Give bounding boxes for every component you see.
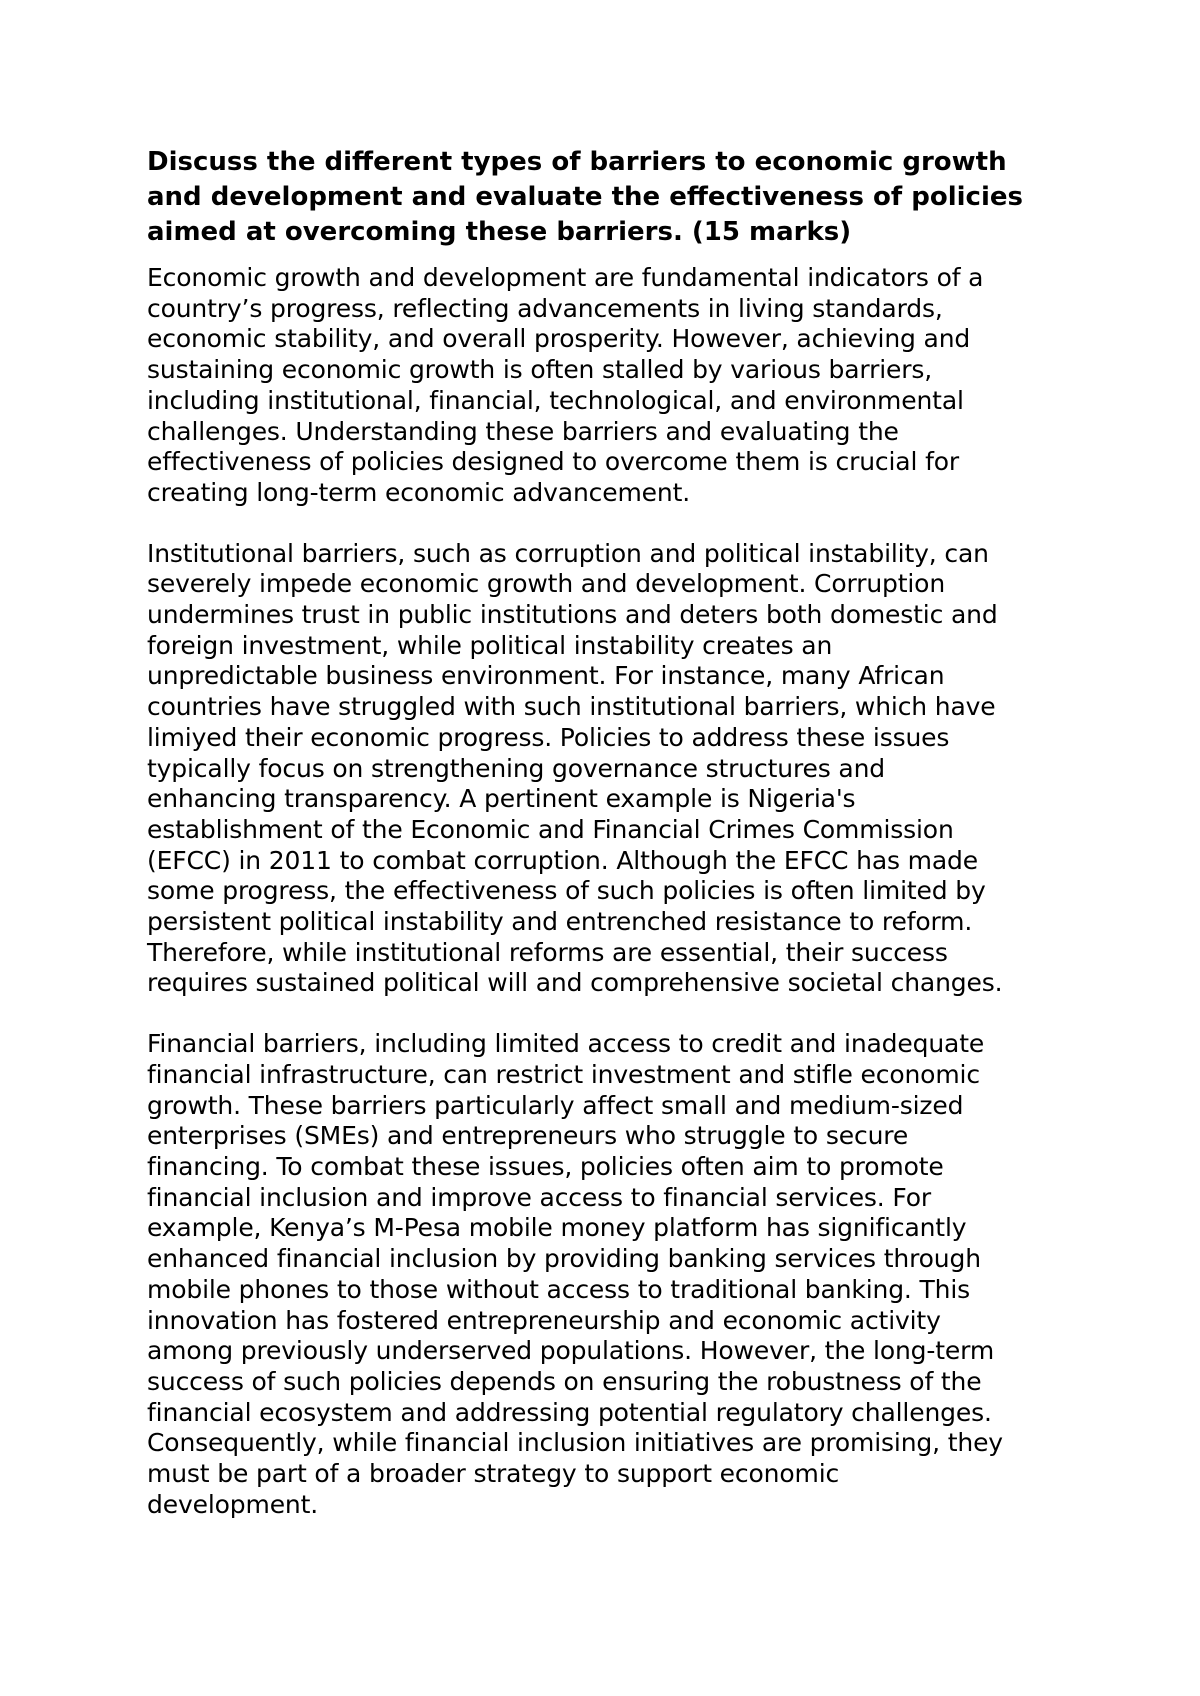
text-line: foreign investment, while political instability creates an bbox=[147, 630, 833, 660]
title-line: and development and evaluate the effectiveness of policies bbox=[147, 182, 1023, 212]
text-line: enterprises (SMEs) and entrepreneurs who struggle to secure bbox=[147, 1121, 909, 1151]
text-line: effectiveness of policies designed to overcome them is crucial for bbox=[147, 447, 959, 477]
text-line: typically focus on strengthening governance structures and bbox=[147, 753, 886, 783]
document-page bbox=[147, 145, 1077, 1550]
text-line: Economic growth and development are fundamental indicators of a bbox=[147, 263, 984, 292]
text-line: success of such policies depends on ensuring the robustness of the bbox=[147, 1366, 982, 1396]
paragraph-institutional-barriers bbox=[147, 539, 1077, 1000]
text-line: persistent political instability and entrenched resistance to reform. bbox=[147, 907, 973, 937]
text-line: economic stability, and overall prosperity. However, achieving and bbox=[147, 324, 971, 354]
paragraph-introduction bbox=[147, 263, 1077, 509]
text-line: financial ecosystem and addressing potential regulatory challenges. bbox=[147, 1397, 992, 1427]
text-line: mobile phones to those without access to traditional banking. This bbox=[147, 1274, 971, 1304]
text-line: financial infrastructure, can restrict investment and stifle economic bbox=[147, 1059, 980, 1089]
text-line: establishment of the Economic and Financial Crimes Commission bbox=[147, 814, 954, 844]
title-line: aimed at overcoming these barriers. (15 marks) bbox=[147, 217, 852, 247]
text-line: countries have struggled with such institutional barriers, which have bbox=[147, 692, 996, 722]
text-line: enhancing transparency. A pertinent example is Nigeria's bbox=[147, 784, 856, 814]
text-line: severely impede economic growth and development. Corruption bbox=[147, 569, 946, 599]
text-line: Therefore, while institutional reforms are essential, their success bbox=[147, 937, 948, 967]
text-line: Consequently, while financial inclusion initiatives are promising, they bbox=[147, 1428, 1003, 1458]
text-line: growth. These barriers particularly affect small and medium-sized bbox=[147, 1090, 964, 1120]
text-line: Financial barriers, including limited access to credit and inadequate bbox=[147, 1029, 985, 1059]
text-line: including institutional, financial, technological, and environmental bbox=[147, 385, 964, 415]
title-line: Discuss the different types of barriers to economic growth bbox=[147, 147, 1007, 177]
text-line: among previously underserved populations. However, the long-term bbox=[147, 1336, 995, 1366]
paragraph-financial-barriers bbox=[147, 1029, 1077, 1520]
text-line: creating long-term economic advancement. bbox=[147, 477, 691, 507]
text-line: challenges. Understanding these barriers and evaluating the bbox=[147, 416, 899, 446]
text-line: (EFCC) in 2011 to combat corruption. Although the EFCC has made bbox=[147, 845, 978, 875]
text-line: unpredictable business environment. For instance, many African bbox=[147, 661, 945, 691]
text-line: innovation has fostered entrepreneurship and economic activity bbox=[147, 1305, 941, 1335]
text-line: requires sustained political will and comprehensive societal changes. bbox=[147, 968, 1003, 998]
text-line: undermines trust in public institutions and deters both domestic and bbox=[147, 600, 998, 630]
text-line: example, Kenya’s M-Pesa mobile money platform has significantly bbox=[147, 1213, 967, 1243]
document-title bbox=[147, 145, 1077, 250]
text-line: development. bbox=[147, 1489, 319, 1519]
text-line: sustaining economic growth is often stalled by various barriers, bbox=[147, 355, 933, 385]
text-line: financial inclusion and improve access to financial services. For bbox=[147, 1182, 932, 1212]
text-line: limiyed their economic progress. Policies to address these issues bbox=[147, 722, 950, 752]
text-line: must be part of a broader strategy to support economic bbox=[147, 1459, 840, 1489]
text-line: country’s progress, reflecting advancements in living standards, bbox=[147, 293, 943, 323]
text-line: some progress, the effectiveness of such policies is often limited by bbox=[147, 876, 986, 906]
text-line: financing. To combat these issues, policies often aim to promote bbox=[147, 1151, 944, 1181]
text-line: enhanced financial inclusion by providing banking services through bbox=[147, 1244, 981, 1274]
text-line: Institutional barriers, such as corruption and political instability, can bbox=[147, 538, 989, 568]
